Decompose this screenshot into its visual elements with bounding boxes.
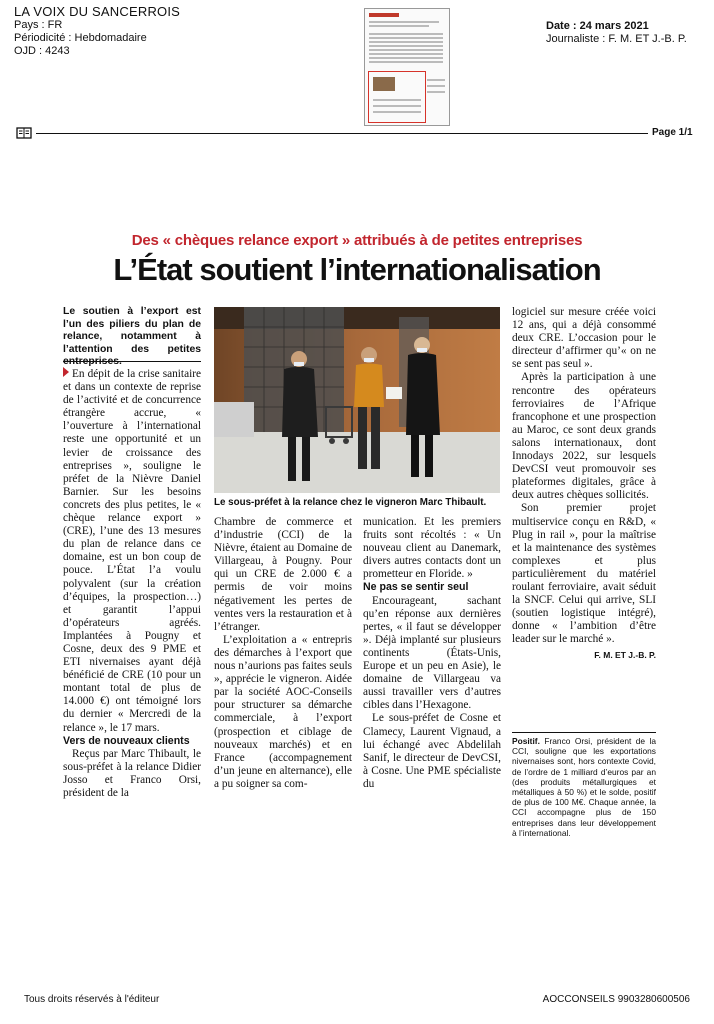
column-4-paragraph-1: logiciel sur mesure créée voici 12 ans, qui a déjà consommé deux CRE. L’occasion pour le directeur d’affirmer qu’« on ne se sent pas seul ». (512, 306, 656, 371)
article-column-1 (63, 367, 201, 800)
column-4-paragraph-3: Son premier projet multiservice conçu en R&D, « Plug in rail », pour la maîtrise et la maintenance des systèmes complexes et plus particulièrement du matériel roulant ferroviaire, avait séduit la SNCF. Celui qui arrive, SLI (soutien logistique intégré), donne « l’ambition d’être leader sur le marché ». (512, 502, 656, 646)
box-text: Franco Orsi, président de la CCI, souligne que les exportations nivernaises sont, hors contexte Covid, de l’ordre de 1 milliard d’euros par an (des produits métallurgiques et métalliques à 50 %) et le solde, positif de plus de 100 M€. Chaque année, la CCI accompagne plus de 150 entreprises dans leur développement à l’international. (512, 736, 657, 838)
column-1-paragraph-1: En dépit de la crise sanitaire et dans un contexte de reprise de l’activité et de concurrence étrangère accrue, « l’ouverture à l’international reste une opportunité et un levier de croissance des entreprises », souligne le préfet de la Nièvre Daniel Barnier. Sur les besoins concrets des plus petites, le « chèque relance export » (CRE), l’une des 13 mesures du plan de relance dans ce domaine, est un bon coup de pouce. L’État l’a voulu polyvalent (sur la création d’équipes, la prospection…) et garantit l’appui d’opérateurs agréés. Implantées à Pougny et Cosne, deux des 9 PME et ETI nivernaises ayant déjà bénéficié de CRE (10 pour un montant total de plus de 14.000 €) ont témoigné lors du dernier « Mercredi de la relance », le 17 mars. (63, 368, 201, 734)
article-photo (214, 307, 500, 493)
ojd: OJD : 4243 (14, 45, 70, 57)
page-number: Page 1/1 (652, 127, 693, 138)
photo-caption: Le sous-préfet à la relance chez le vigneron Marc Thibault. (214, 497, 487, 508)
column-3-paragraph-2: Encourageant, sachant qu’en réponse aux dernières pertes, « il faut se développer ». Déjà implanté sur plusieurs continents (États-Unis, Europe et un peu en Asie), le domaine de Villargeau va aussi travailler vers d’autres cibles dans l’Hexagone. (363, 594, 501, 712)
client-reference: AOCCONSEILS 9903280600506 (542, 994, 690, 1005)
column-3-paragraph-3: Le sous-préfet de Cosne et Clamecy, Laurent Vignaud, a lui échangé avec Abdelilah Sanif, le directeur de DevCSI, à Cosne. Une PME spécialiste du (363, 712, 501, 790)
lead-divider (63, 361, 201, 362)
article-column-2 (214, 516, 352, 791)
column-2-paragraph-2: L’exploitation a « entrepris des démarches à l’export que nous n’aurions pas faites seuls », apprécie le vigneron. Aidée par la société AOC-Conseils pour structurer sa démarche commerciale, à l’export (prospection et ciblage de nouveaux marchés) et en France (accompagnement d’un jeune en alternance), elle a pu soigner sa com- (214, 633, 352, 790)
subhead-new-clients: Vers de nouveaux clients (63, 734, 190, 747)
publication-date: Date : 24 mars 2021 (546, 20, 649, 32)
author-signature: F. M. ET J.-B. P. (594, 650, 656, 661)
red-triangle-bullet-icon (63, 367, 69, 377)
press-header-right (546, 20, 687, 46)
column-4-paragraph-2: Après la participation à une rencontre des opérateurs ferroviaires de l’Afrique francophone et une prospection au Maroc, ce sont deux grands salons internationaux, dont Innodays 2022, sur lesquels DevCSI veut promouvoir ses plateformes digitales, grâce à deux autres chèques sollicités. (512, 371, 656, 502)
article-lead: Le soutien à l’export est l’un des piliers du plan de relance, notamment à l’attention des petites entreprises. (63, 306, 201, 368)
box-divider (512, 732, 656, 733)
box-label: Positif. (512, 736, 540, 746)
newspaper-icon (16, 127, 32, 139)
column-2-paragraph-1: Chambre de commerce et d’industrie (CCI) de la Nièvre, étaient au Domaine de Villargeau, à Pougny. Pour qui un CRE de 2.000 € a permis de voir moins négativement les pertes de ventes vers la restauration et à l’étranger. (214, 516, 352, 633)
rights-notice: Tous droits réservés à l'éditeur (24, 994, 160, 1005)
press-header-left (14, 4, 180, 58)
header-rule (36, 133, 648, 134)
page-thumbnail (364, 8, 450, 126)
column-1-paragraph-2: Reçus par Marc Thibault, le sous-préfet à la relance Didier Josso et Franco Orsi, président de la (63, 747, 201, 799)
positive-box (512, 736, 656, 838)
country: Pays : FR (14, 19, 63, 31)
publication-name: LA VOIX DU SANCERROIS (14, 4, 181, 19)
article-kicker: Des « chèques relance export » attribués à de petites entreprises (131, 232, 583, 249)
article-column-3 (363, 516, 501, 791)
article-headline: L’État soutient l’internationalisation (113, 252, 601, 287)
journalist: Journaliste : F. M. ET J.-B. P. (546, 33, 687, 45)
periodicity: Périodicité : Hebdomadaire (14, 32, 147, 44)
column-3-paragraph-1: munication. Et les premiers fruits sont récoltés : « Un nouveau client au Danemark, divers autres contacts dont un prometteur en Floride. » (363, 516, 501, 581)
article-column-4 (512, 306, 656, 663)
subhead-not-alone: Ne pas se sentir seul (363, 581, 469, 594)
